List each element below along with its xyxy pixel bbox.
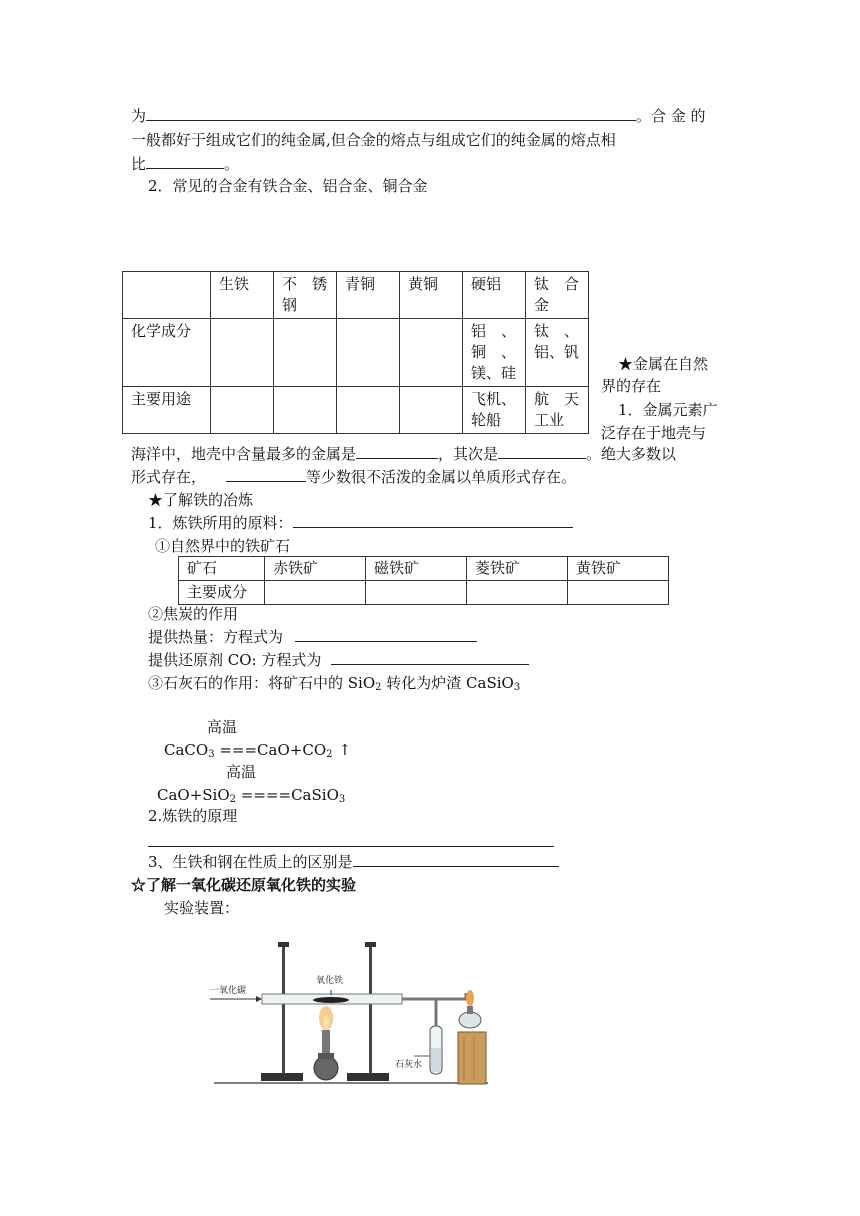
ore-title: ①自然界中的铁矿石 bbox=[155, 537, 291, 555]
equation-1: CaCO$_3$ $===CaO+CO_2$ ↑ bbox=[164, 741, 352, 760]
heat-line: 提供热量：方程式为 bbox=[148, 627, 477, 647]
nature-item1-b: 泛存在于地壳与 bbox=[601, 424, 707, 442]
table-cell: 化学成分 bbox=[123, 319, 211, 387]
iron-heading: ★了解铁的冶炼 bbox=[148, 491, 254, 509]
apparatus-diagram bbox=[206, 938, 496, 1086]
blank[interactable] bbox=[498, 444, 586, 459]
iron-item-2: 2.炼铁的原理 bbox=[148, 807, 238, 825]
table-cell: 生铁 bbox=[211, 272, 274, 319]
alloy-table bbox=[122, 271, 589, 434]
table-row bbox=[123, 319, 589, 387]
blank[interactable] bbox=[226, 467, 306, 482]
equation-2: CaO+SiO$_2$ ====CaSiO$_3$ bbox=[157, 786, 346, 805]
co-label: 一氧化碳 bbox=[210, 986, 247, 996]
iron-oxide bbox=[313, 997, 349, 1003]
table-cell: 青铜 bbox=[337, 272, 400, 319]
blank[interactable] bbox=[293, 513, 573, 528]
left-stand bbox=[261, 942, 303, 1081]
table-cell: 不 锈钢 bbox=[274, 272, 337, 319]
blank[interactable] bbox=[146, 154, 224, 169]
table-cell: 飞机、轮船 bbox=[463, 387, 526, 434]
table-cell bbox=[123, 272, 211, 319]
alloy-item-2: 2．常见的合金有铁合金、铝合金、铜合金 bbox=[148, 177, 428, 195]
table-cell: 黄铁矿 bbox=[568, 557, 669, 581]
condition-1: 高温 bbox=[207, 718, 238, 736]
table-cell: 硬铝 bbox=[463, 272, 526, 319]
blank[interactable] bbox=[331, 650, 529, 665]
iron-item-1: 1．炼铁所用的原料： bbox=[148, 513, 573, 533]
table-cell[interactable] bbox=[400, 387, 463, 434]
nature-line-b: 形式存在， 等少数很不活泼的金属以单质形式存在。 bbox=[131, 468, 577, 486]
apparatus-label: 实验装置： bbox=[164, 899, 240, 917]
experiment-heading: ☆了解一氧化碳还原氧化铁的实验 bbox=[131, 876, 357, 894]
limewater-label: 石灰水 bbox=[395, 1060, 423, 1070]
table-cell[interactable] bbox=[274, 387, 337, 434]
alloy-line-1: 为 。合 金 的 bbox=[131, 107, 706, 125]
table-cell: 钛 合金 bbox=[526, 272, 589, 319]
table-row bbox=[179, 581, 669, 605]
table-cell[interactable] bbox=[467, 581, 568, 605]
table-cell[interactable] bbox=[211, 387, 274, 434]
table-cell: 主要用途 bbox=[123, 387, 211, 434]
ore-table bbox=[178, 556, 669, 605]
coke-title: ②焦炭的作用 bbox=[148, 605, 239, 623]
answer-line[interactable] bbox=[148, 846, 554, 847]
table-cell[interactable] bbox=[366, 581, 467, 605]
table-row bbox=[123, 387, 589, 434]
blank[interactable] bbox=[353, 852, 559, 867]
blank[interactable] bbox=[146, 106, 636, 121]
table-cell: 航 天工业 bbox=[526, 387, 589, 434]
table-cell[interactable] bbox=[274, 319, 337, 387]
table-cell: 黄铜 bbox=[400, 272, 463, 319]
nature-line-a: 海洋中，地壳中含量最多的金属是 ，其次是 。绝大多数以 bbox=[131, 445, 677, 463]
alloy-line-2: 一般都好于组成它们的纯金属,但合金的熔点与组成它们的纯金属的熔点相 bbox=[131, 131, 616, 149]
reducer-line: 提供还原剂 CO: 方程式为 bbox=[148, 650, 529, 670]
blank[interactable] bbox=[295, 627, 477, 642]
limestone-line: ③石灰石的作用：将矿石中的 SiO$_2$ 转化为炉渣 CaSiO$_3$ bbox=[148, 674, 521, 693]
table-cell[interactable] bbox=[337, 319, 400, 387]
table-cell: 铝 、铜 、镁、硅 bbox=[463, 319, 526, 387]
table-cell: 菱铁矿 bbox=[467, 557, 568, 581]
table-cell: 矿石 bbox=[179, 557, 265, 581]
table-cell: 主要成分 bbox=[179, 581, 265, 605]
right-stand bbox=[347, 942, 389, 1081]
condition-2: 高温 bbox=[226, 763, 257, 781]
table-cell: 磁铁矿 bbox=[366, 557, 467, 581]
iron-item-3: 3、生铁和钢在性质上的区别是 bbox=[148, 852, 559, 872]
fe2o3-label: 氧化铁 bbox=[316, 976, 344, 986]
nature-heading-1: ★金属在自然 bbox=[618, 355, 709, 373]
nature-item1-a: 1．金属元素广 bbox=[618, 401, 718, 419]
table-cell: 钛 、铝、钒 bbox=[526, 319, 589, 387]
table-cell[interactable] bbox=[265, 581, 366, 605]
table-cell[interactable] bbox=[211, 319, 274, 387]
table-cell[interactable] bbox=[337, 387, 400, 434]
table-cell: 赤铁矿 bbox=[265, 557, 366, 581]
alloy-line-3: 比 。 bbox=[131, 155, 240, 173]
nature-heading-2: 界的存在 bbox=[601, 377, 662, 395]
experiment-diagram bbox=[206, 938, 496, 1086]
table-cell[interactable] bbox=[568, 581, 669, 605]
blank[interactable] bbox=[356, 444, 438, 459]
table-cell[interactable] bbox=[400, 319, 463, 387]
